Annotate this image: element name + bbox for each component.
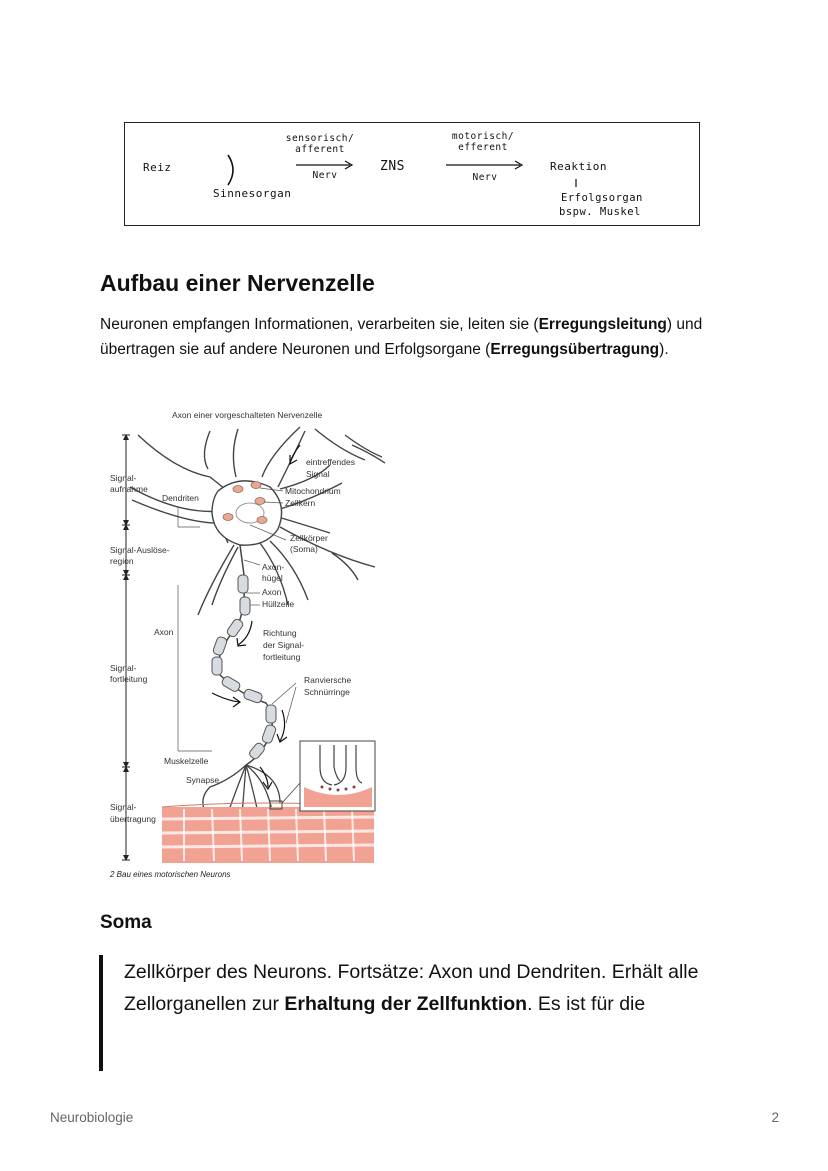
- label-soma: (Soma): [290, 544, 318, 554]
- flow-reiz: Reiz: [143, 161, 172, 174]
- intro-text: Neuronen empfangen Informationen, verarbeiten sie, leiten sie (: [100, 316, 539, 333]
- label-axonhuegel-2: hügel: [262, 573, 283, 583]
- arrow-right-icon: [445, 160, 525, 170]
- intro-bold-erregungsleitung: Erregungsleitung: [538, 316, 667, 333]
- label-mitochondrium: Mitochondrium: [285, 486, 341, 496]
- label-axon-small: Axon: [262, 587, 282, 597]
- label-dendriten: Dendriten: [162, 493, 199, 503]
- label-eintreffendes: eintreffendes: [306, 457, 355, 467]
- label-fortleitung-2: fortleitung: [110, 674, 148, 684]
- soma-text: Zellkörper des Neurons. Fortsätze: Axon und Dendriten. Erhält alle Zellorganellen zur: [124, 961, 699, 1015]
- label-synapse: Synapse: [186, 775, 220, 785]
- connector-line: [574, 178, 578, 188]
- label-zellkern: Zellkern: [285, 498, 316, 508]
- neuron-figure: [100, 405, 400, 885]
- label-zellkoerper: Zellkörper: [290, 533, 328, 543]
- flow-reaktion: Reaktion: [550, 160, 607, 173]
- flow-sinnesorgan: Sinnesorgan: [213, 187, 292, 200]
- label-muskelzelle: Muskelzelle: [164, 756, 209, 766]
- label-richtung-2: der Signal-: [263, 640, 305, 650]
- flow-erfolgsorgan: Erfolgsorgan: [561, 192, 643, 204]
- intro-bold-erregungsuebertragung: Erregungsübertragung: [490, 341, 660, 358]
- soma-paragraph: [124, 956, 744, 1020]
- flow-nerv-2: Nerv: [472, 172, 498, 183]
- label-ranvier-1: Ranviersche: [304, 675, 352, 685]
- label-ausloese-2: region: [110, 556, 134, 566]
- intro-paragraph: [100, 312, 740, 362]
- label-ausloese-1: Signal-Auslöse-: [110, 545, 170, 555]
- label-uebertragung-1: Signal-: [110, 802, 137, 812]
- reflex-flow-diagram: [124, 122, 700, 226]
- label-axon-vorgeschaltet: Axon einer vorgeschalteten Nervenzelle: [172, 410, 323, 420]
- label-huellzelle: Hüllzelle: [262, 599, 295, 609]
- label-richtung-3: fortleitung: [263, 652, 301, 662]
- intro-text: ).: [659, 341, 669, 358]
- flow-nerv-1: Nerv: [312, 170, 338, 181]
- label-ranvier-2: Schnürringe: [304, 687, 350, 697]
- flow-zns: ZNS: [380, 159, 405, 174]
- label-signal: Signal: [306, 469, 330, 479]
- soma-text: . Es ist für die: [527, 993, 646, 1015]
- flow-beispiel: bspw. Muskel: [559, 206, 641, 218]
- footer-subject: Neurobiologie: [50, 1110, 134, 1125]
- quote-bar: [99, 955, 103, 1071]
- footer-page-number: 2: [771, 1110, 779, 1125]
- flow-sensorisch-2: afferent: [295, 144, 345, 155]
- flow-motorisch-2: efferent: [458, 142, 508, 153]
- flow-motorisch-1: motorisch/: [451, 131, 515, 142]
- label-axonhuegel-1: Axon-: [262, 562, 285, 572]
- label-axon-left: Axon: [154, 627, 174, 637]
- intro-text: ) und übertragen sie auf andere Neuronen und Erfolgsorgane (: [100, 316, 703, 358]
- label-uebertragung-2: übertragung: [110, 814, 156, 824]
- flow-sensorisch-1: sensorisch/: [285, 133, 355, 144]
- figure-caption: 2 Bau eines motorischen Neurons: [110, 870, 231, 879]
- label-signalaufnahme-2: aufnahme: [110, 484, 148, 494]
- label-signalaufnahme-1: Signal-: [110, 473, 137, 483]
- arrow-right-icon: [295, 160, 355, 170]
- section-title: Aufbau einer Nervenzelle: [100, 270, 375, 296]
- soma-bold-text: Erhaltung der Zellfunktion: [284, 993, 528, 1015]
- label-richtung-1: Richtung: [263, 628, 297, 638]
- bracket-icon: [225, 153, 239, 187]
- neuron-illustration: [100, 405, 400, 885]
- soma-heading: Soma: [100, 912, 152, 933]
- label-fortleitung-1: Signal-: [110, 663, 137, 673]
